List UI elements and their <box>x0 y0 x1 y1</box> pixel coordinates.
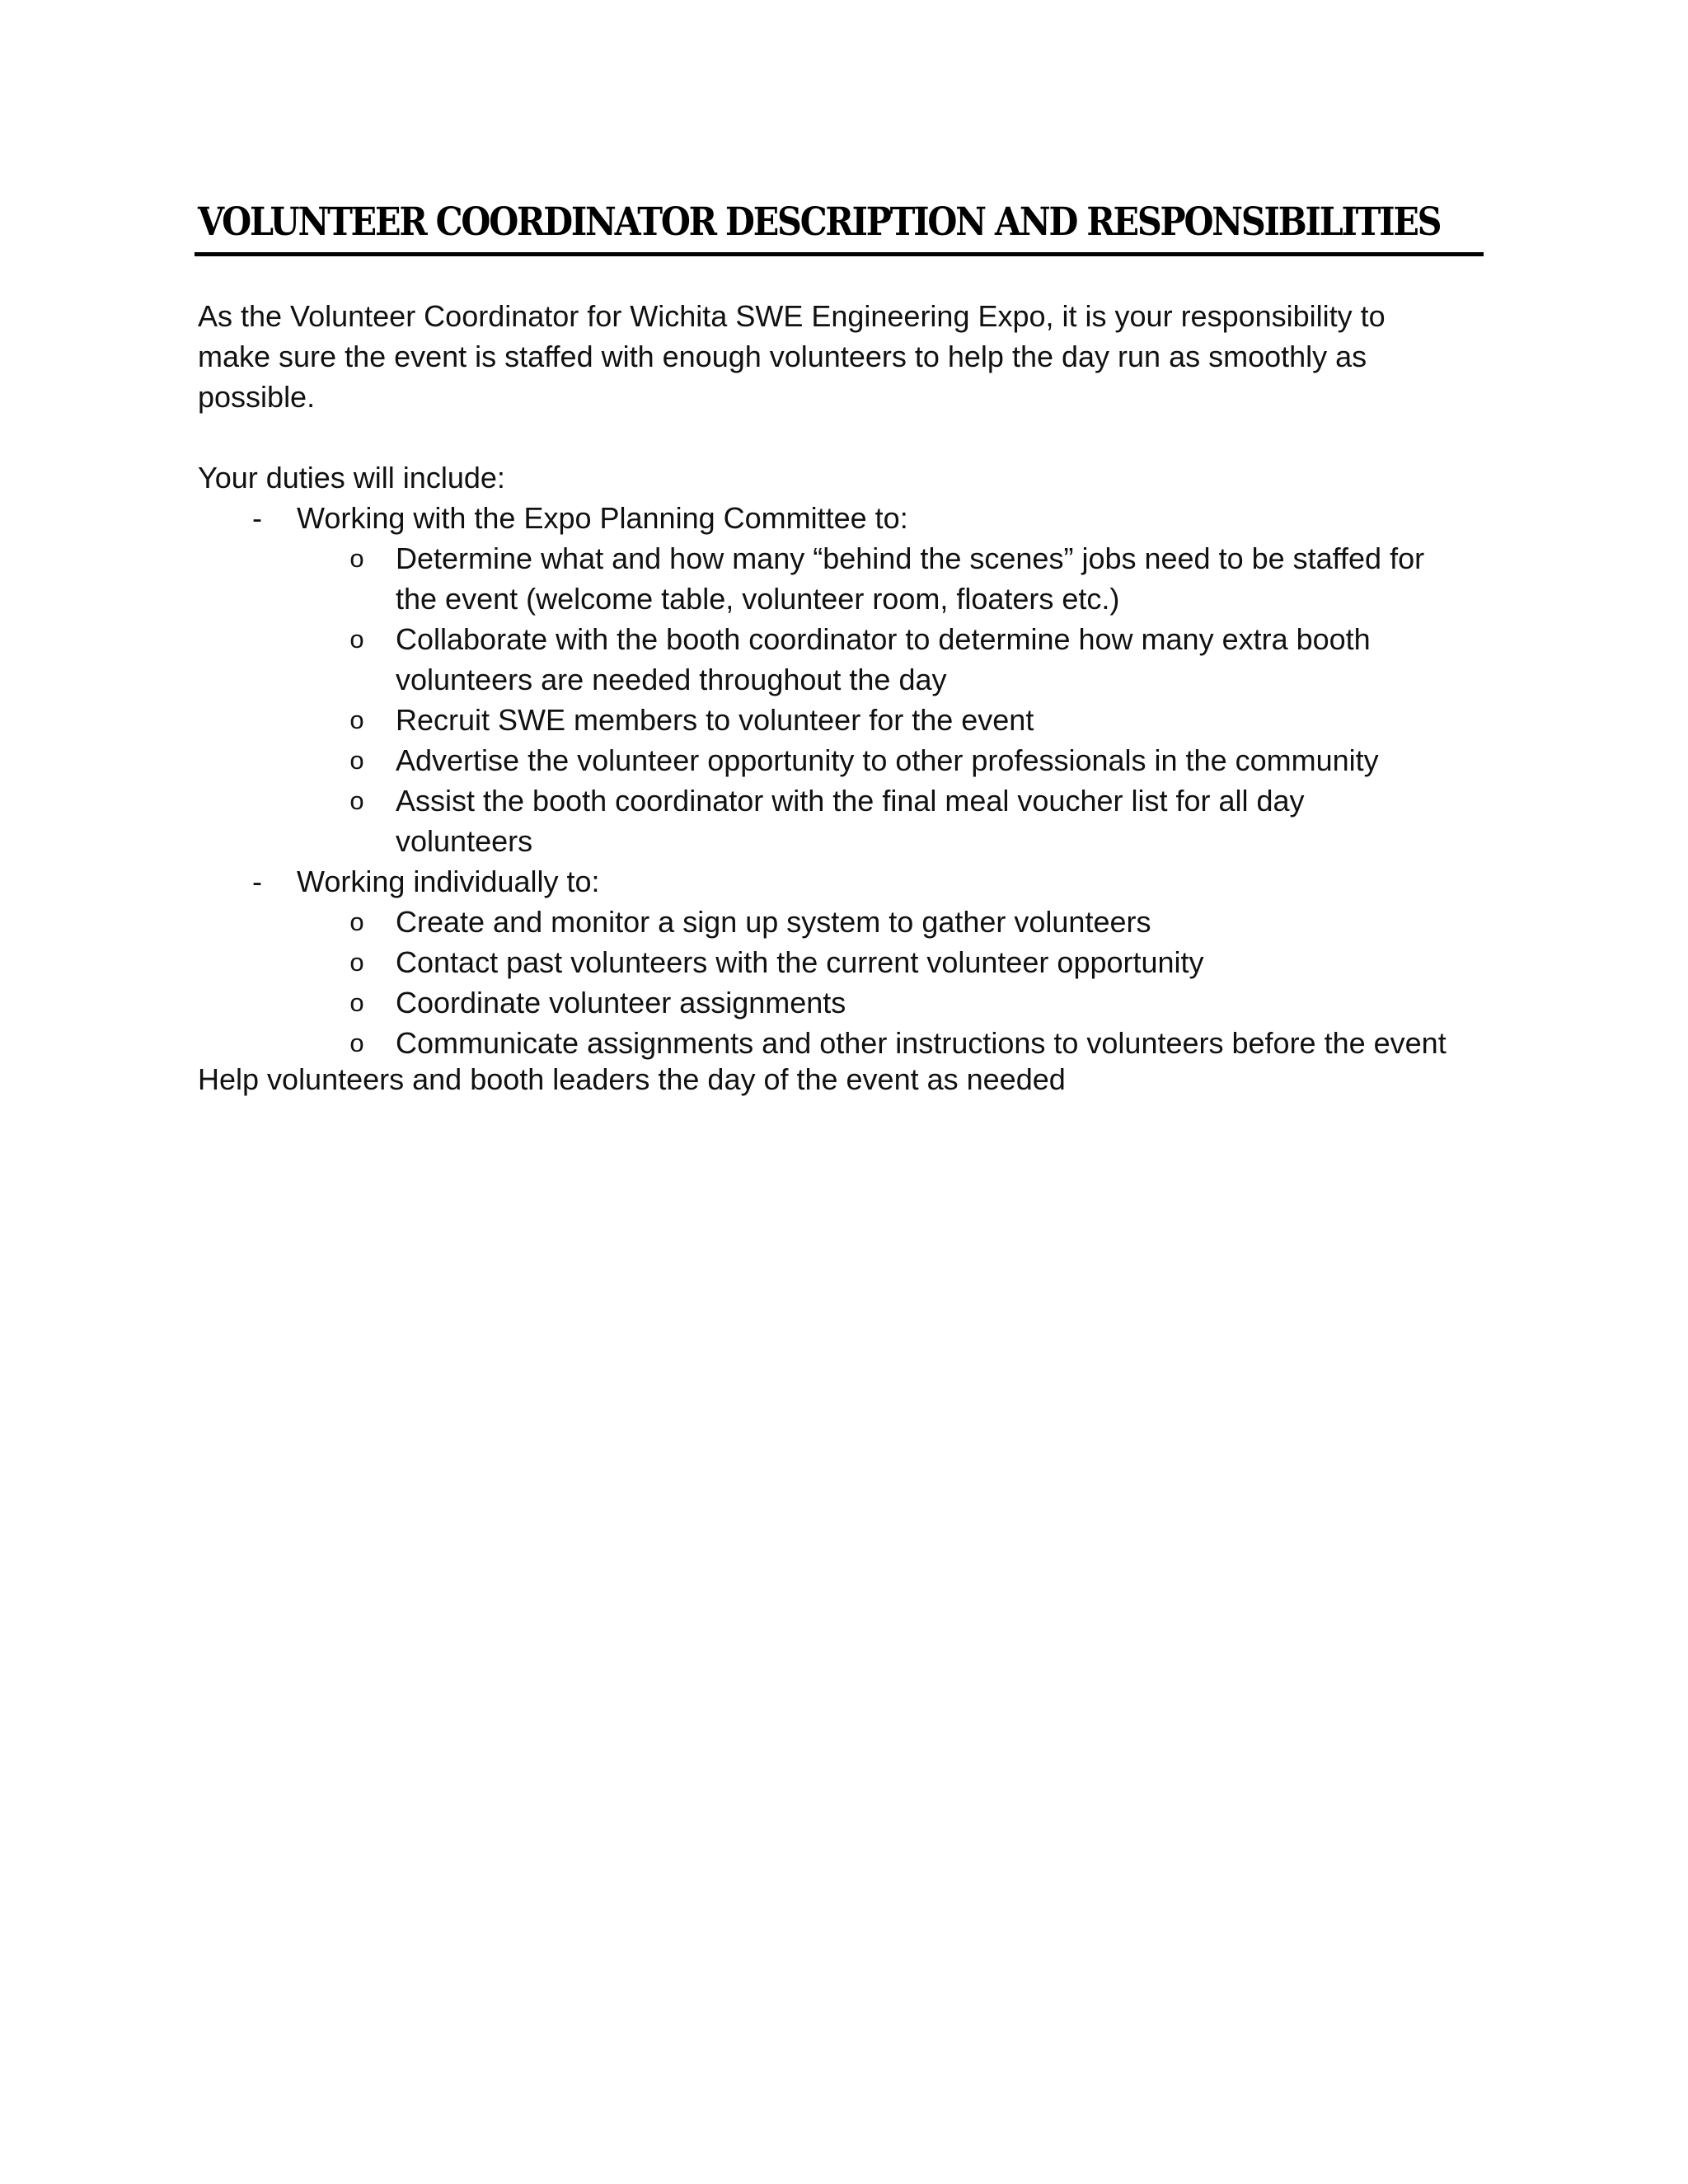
duties-label: Your duties will include: <box>198 461 505 494</box>
circle-bullet: o <box>349 988 364 1017</box>
document-title: VOLUNTEER COORDINATOR DESCRIPTION AND RESPONSIBILITIES <box>198 199 1441 245</box>
list-item-line: volunteers <box>396 824 533 858</box>
duties-outline <box>0 498 1688 1108</box>
list-item-line: Create and monitor a sign up system to gather volunteers <box>396 905 1151 939</box>
list-item <box>396 740 1492 780</box>
circle-bullet: o <box>349 907 364 936</box>
list-item-line: the event (welcome table, volunteer room, floaters etc.) <box>396 582 1120 616</box>
list-item <box>396 1023 1492 1063</box>
list-item-line: Advertise the volunteer opportunity to other professionals in the community <box>396 743 1379 777</box>
list-item-line: Coordinate volunteer assignments <box>396 986 846 1019</box>
outline-group-label: Working individually to: <box>297 865 600 898</box>
circle-bullet: o <box>349 544 364 573</box>
list-item <box>396 902 1492 942</box>
circle-bullet: o <box>349 948 364 977</box>
intro-line: As the Volunteer Coordinator for Wichita SWE Engineering Expo, it is your responsibility to <box>198 299 1386 333</box>
list-item-line: Recruit SWE members to volunteer for the event <box>396 703 1034 737</box>
list-item-line: Collaborate with the booth coordinator to determine how many extra booth <box>396 622 1371 656</box>
outline-group-label: Working with the Expo Planning Committee to: <box>297 501 908 535</box>
list-item <box>396 538 1492 619</box>
list-item <box>396 780 1492 861</box>
circle-bullet: o <box>349 625 364 654</box>
closing-line: Help volunteers and booth leaders the day of the event as needed <box>198 1062 1066 1096</box>
intro-paragraph <box>198 296 1484 417</box>
list-item-line: volunteers are needed throughout the day <box>396 663 947 696</box>
circle-bullet: o <box>349 1029 364 1057</box>
intro-line: possible. <box>198 380 316 414</box>
title-underline <box>195 252 1484 256</box>
dash-bullet: - <box>252 865 262 898</box>
list-item-line: Assist the booth coordinator with the final meal voucher list for all day <box>396 784 1305 818</box>
list-item <box>396 619 1492 700</box>
circle-bullet: o <box>349 705 364 734</box>
list-item-line: Communicate assignments and other instructions to volunteers before the event <box>396 1026 1447 1060</box>
list-item-line: Determine what and how many “behind the scenes” jobs need to be staffed for <box>396 541 1425 575</box>
list-item <box>396 942 1492 982</box>
circle-bullet: o <box>349 746 364 775</box>
list-item <box>396 982 1492 1023</box>
list-item-line: Contact past volunteers with the current volunteer opportunity <box>396 945 1204 979</box>
intro-line: make sure the event is staffed with enough volunteers to help the day run as smoothly as <box>198 340 1367 373</box>
dash-bullet: - <box>252 501 262 535</box>
list-item <box>396 700 1492 740</box>
circle-bullet: o <box>349 786 364 815</box>
